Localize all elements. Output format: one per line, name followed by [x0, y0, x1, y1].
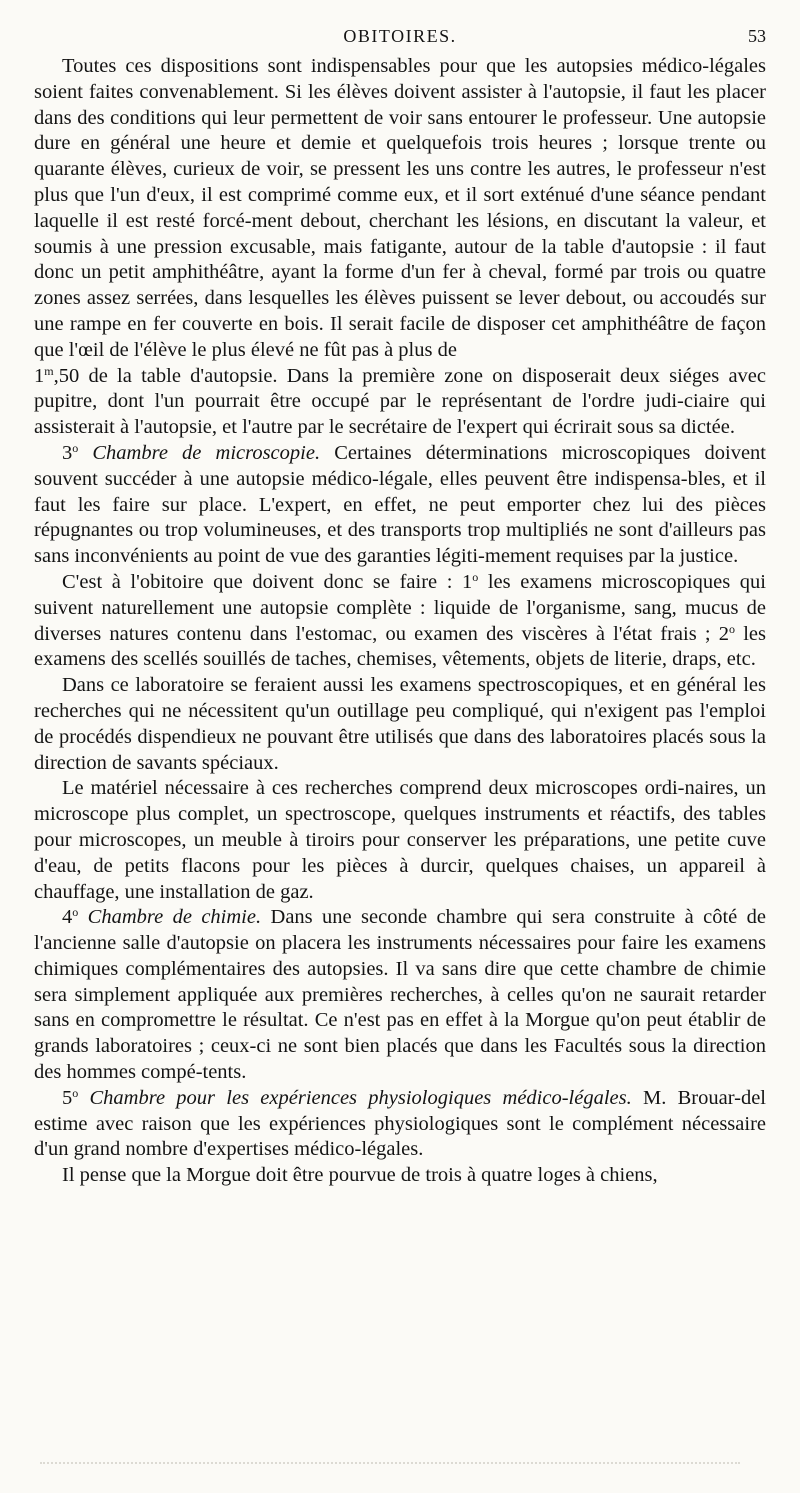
- paragraph-amphitheatre-height: [34, 364, 766, 441]
- section-heading: Chambre pour les expériences physiologiques médico-légales.: [89, 1086, 632, 1109]
- measure-unit: m: [44, 363, 54, 378]
- paragraph-physiology-room: [34, 1086, 766, 1163]
- paragraph-autopsy-arrangements: [34, 54, 766, 364]
- ordinal-marker: o: [729, 621, 736, 636]
- paragraph-chemistry-room: [34, 905, 766, 1086]
- section-number: 4: [62, 906, 73, 929]
- section-heading: Chambre de microscopie.: [92, 441, 321, 464]
- measure-number: 1: [34, 364, 45, 387]
- paragraph-text: Certaines déterminations microscopiques doivent souvent succéder à une autopsie médico-légale, elles peuvent être indispensa-bles, et il faut les faire sur place. L'expert, en effet, ne peut emporter chez lui des pièces répugnantes ou trop volumineuses, et des transports trop multipliés ne sont d'ailleurs pas sans inconvénients au point de vue des garanties légiti-mement requises par la justice.: [34, 441, 766, 568]
- section-number: 5: [62, 1086, 73, 1109]
- section-ordinal: o: [72, 440, 79, 455]
- paragraph-microscopy-room: [34, 441, 766, 570]
- paragraph-text: Le matériel nécessaire à ces recherches comprend deux microscopes ordi-naires, un microscope plus complet, un spectroscope, quelques instruments et réactifs, des tables pour microscopes, un meuble à tiroirs pour conserver les préparations, une petite cuve d'eau, de petits flacons pour les pièces à durcir, quelques chaises, un appareil à chauffage, une installation de gaz.: [34, 777, 766, 903]
- paragraph-equipment: [34, 776, 766, 905]
- section-number: 3: [62, 441, 73, 464]
- body-text: [34, 54, 766, 1189]
- paragraph-dog-kennels: [34, 1163, 766, 1189]
- page-bottom-specks: [40, 1462, 740, 1470]
- running-head: [34, 26, 766, 54]
- ordinal-marker: o: [472, 569, 479, 584]
- paragraph-text: Dans une seconde chambre qui sera construite à côté de l'ancienne salle d'autopsie on placera les instruments nécessaires pour faire les examens chimiques complémentaires des autopsies. Il va sans dire que cette chambre de chimie sera simplement appliquée aux premières recherches, à celles qu'on ne saurait retarder sans en compromettre le résultat. Ce n'est pas en effet à la Morgue qu'on peut établir de grands laboratoires ; ceux-ci ne sont bien placés que dans les Facultés sous la direction des hommes compé-tents.: [34, 906, 767, 1084]
- running-title: OBITOIRES.: [343, 26, 457, 46]
- paragraph-text: Toutes ces dispositions sont indispensables pour que les autopsies médico-légales soient faites convenablement. Si les élèves doivent assister à l'autopsie, il faut les placer dans des conditions qui leur permettent de voir sans entourer le professeur. Une autopsie dure en général une heure et demie et quelquefois trois heures ; lorsque trente ou quarante élèves, curieux de voir, se pressent les uns contre les autres, le professeur n'est plus que l'un d'eux, il est comprimé comme eux, et il sort exténué d'une séance pendant laquelle il est resté forcé-ment debout, cherchant les lésions, en discutant la valeur, et soumis à une pression excusable, mais fatigante, autour de la table d'autopsie : il faut donc un petit amphithéâtre, ayant la forme d'un fer à cheval, formé par trois ou quatre zones assez serrées, dans lesquelles les élèves puissent se lever debout, ou accoudés sur une rampe en fer couverte en bois. Il serait facile de disposer cet amphithéâtre de façon que l'œil de l'élève le plus élevé ne fût pas à plus de: [34, 55, 766, 361]
- paragraph-text: Il pense que la Morgue doit être pourvue de trois à quatre loges à chiens,: [62, 1164, 658, 1187]
- section-ordinal: o: [72, 1085, 79, 1100]
- book-page: [34, 26, 766, 1189]
- paragraph-microscopic-exams: [34, 570, 766, 673]
- paragraph-text: M. Brouar-del estime avec raison que les expériences physiologiques sont le complément nécessaire d'un grand nombre d'expertises médico-légales.: [34, 1086, 766, 1161]
- paragraph-text: les examens microscopiques qui suivent naturellement une autopsie complète : liquide de l'organisme, sang, mucus de diverses natures contenu dans l'estomac, ou examen des viscères à l'état frais ; 2: [34, 570, 766, 645]
- section-ordinal: o: [72, 905, 79, 920]
- paragraph-text: C'est à l'obitoire que doivent donc se faire : 1: [62, 570, 473, 593]
- page-number: 53: [748, 26, 766, 46]
- paragraph-spectroscopic-exams: [34, 673, 766, 776]
- paragraph-text: Dans ce laboratoire se feraient aussi les examens spectroscopiques, et en général les recherches qui ne nécessitent qu'un outillage peu compliqué, qui n'exigent pas l'emploi de procédés dispendieux ne pouvant être utilisés que dans des laboratoires placés sous la direction de savants spéciaux.: [34, 674, 766, 774]
- paragraph-text: ,50 de la table d'autopsie. Dans la première zone on disposerait deux siéges avec pupitre, dont l'un pourrait être occupé par le représentant de l'ordre judi-ciaire qui assisterait à l'autopsie, et l'autre par le secrétaire de l'expert qui écrirait sous sa dictée.: [34, 364, 766, 439]
- paragraph-text: les examens des scellés souillés de taches, chemises, vêtements, objets de literie, draps, etc.: [34, 622, 766, 671]
- section-heading: Chambre de chimie.: [87, 906, 262, 929]
